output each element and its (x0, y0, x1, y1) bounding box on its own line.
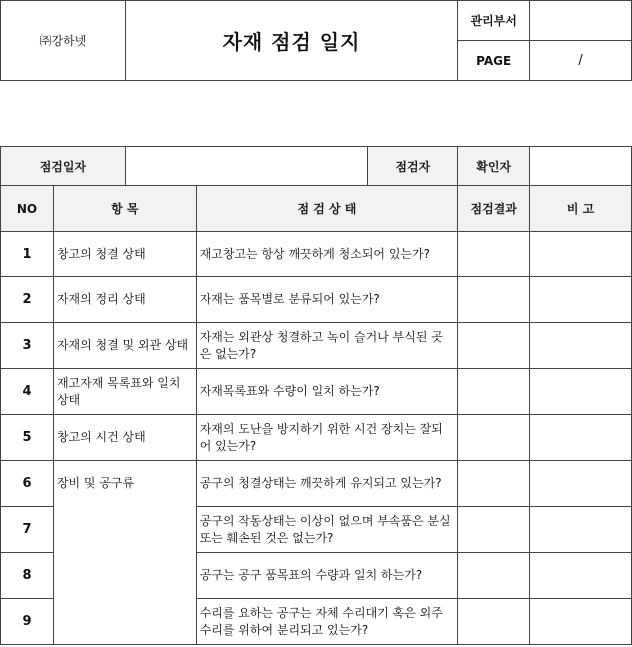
row-content: 자재의 도난을 방지하기 위한 시건 장치는 잘되어 있는가? (196, 415, 458, 461)
table-row (1, 369, 632, 415)
row-item: 장비 및 공구류 (53, 461, 196, 645)
col-result: 점검결과 (458, 186, 530, 232)
row-no: 7 (1, 507, 54, 553)
row-item: 자재의 청결 및 외관 상태 (53, 323, 196, 369)
remarks-cell[interactable] (530, 323, 632, 369)
result-cell[interactable] (458, 415, 530, 461)
row-content: 자재는 품목별로 분류되어 있는가? (196, 277, 458, 323)
row-content: 자재목록표와 수량이 일치 하는가? (196, 369, 458, 415)
page-label: PAGE (458, 41, 530, 81)
result-cell[interactable] (458, 369, 530, 415)
remarks-cell[interactable] (530, 507, 632, 553)
column-header-row (1, 186, 632, 232)
result-cell[interactable] (458, 599, 530, 645)
table-row (1, 277, 632, 323)
row-content: 공구의 청결상태는 깨끗하게 유지되고 있는가? (196, 461, 458, 507)
company-name: ㈜강하넷 (1, 1, 126, 81)
result-cell[interactable] (458, 232, 530, 277)
col-item: 항 목 (53, 186, 196, 232)
result-cell[interactable] (458, 277, 530, 323)
remarks-cell[interactable] (530, 461, 632, 507)
col-no: NO (1, 186, 54, 232)
col-remarks: 비 고 (530, 186, 632, 232)
row-item: 창고의 청결 상태 (53, 232, 196, 277)
row-content: 재고창고는 항상 깨끗하게 청소되어 있는가? (196, 232, 458, 277)
row-no: 3 (1, 323, 54, 369)
dept-value[interactable] (530, 1, 632, 41)
header-table (0, 0, 632, 81)
table-row (1, 415, 632, 461)
remarks-cell[interactable] (530, 599, 632, 645)
row-item: 재고자재 목록표와 일치 상태 (53, 369, 196, 415)
inspector-label: 점검자 (368, 147, 458, 186)
table-row (1, 323, 632, 369)
sign-row (1, 147, 632, 186)
page-value[interactable]: / (530, 41, 632, 81)
row-content: 수리를 요하는 공구는 자체 수리대기 혹은 외주 수리를 위하여 분리되고 있는가? (196, 599, 458, 645)
row-no: 8 (1, 553, 54, 599)
row-content: 공구의 작동상태는 이상이 없으며 부속품은 분실 또는 훼손된 것은 없는가? (196, 507, 458, 553)
row-no: 6 (1, 461, 54, 507)
row-item: 자재의 정리 상태 (53, 277, 196, 323)
inspection-table (0, 146, 632, 645)
remarks-cell[interactable] (530, 415, 632, 461)
remarks-cell[interactable] (530, 369, 632, 415)
result-cell[interactable] (458, 507, 530, 553)
remarks-cell[interactable] (530, 232, 632, 277)
remarks-cell[interactable] (530, 277, 632, 323)
result-cell[interactable] (458, 461, 530, 507)
table-row (1, 461, 632, 507)
row-no: 9 (1, 599, 54, 645)
result-cell[interactable] (458, 553, 530, 599)
row-no: 1 (1, 232, 54, 277)
row-content: 공구는 공구 품목표의 수량과 일치 하는가? (196, 553, 458, 599)
row-item: 창고의 시건 상태 (53, 415, 196, 461)
dept-label: 관리부서 (458, 1, 530, 41)
row-no: 4 (1, 369, 54, 415)
table-row (1, 232, 632, 277)
row-content: 자재는 외관상 청결하고 녹이 슬거나 부식된 곳은 없는가? (196, 323, 458, 369)
remarks-cell[interactable] (530, 553, 632, 599)
date-value[interactable] (125, 147, 368, 186)
document-title: 자재 점검 일지 (125, 1, 457, 81)
row-no: 2 (1, 277, 54, 323)
confirmer-value[interactable] (530, 147, 632, 186)
date-label: 점검일자 (1, 147, 126, 186)
row-no: 5 (1, 415, 54, 461)
confirmer-label: 확인자 (458, 147, 530, 186)
result-cell[interactable] (458, 323, 530, 369)
col-content: 점 검 상 태 (196, 186, 458, 232)
